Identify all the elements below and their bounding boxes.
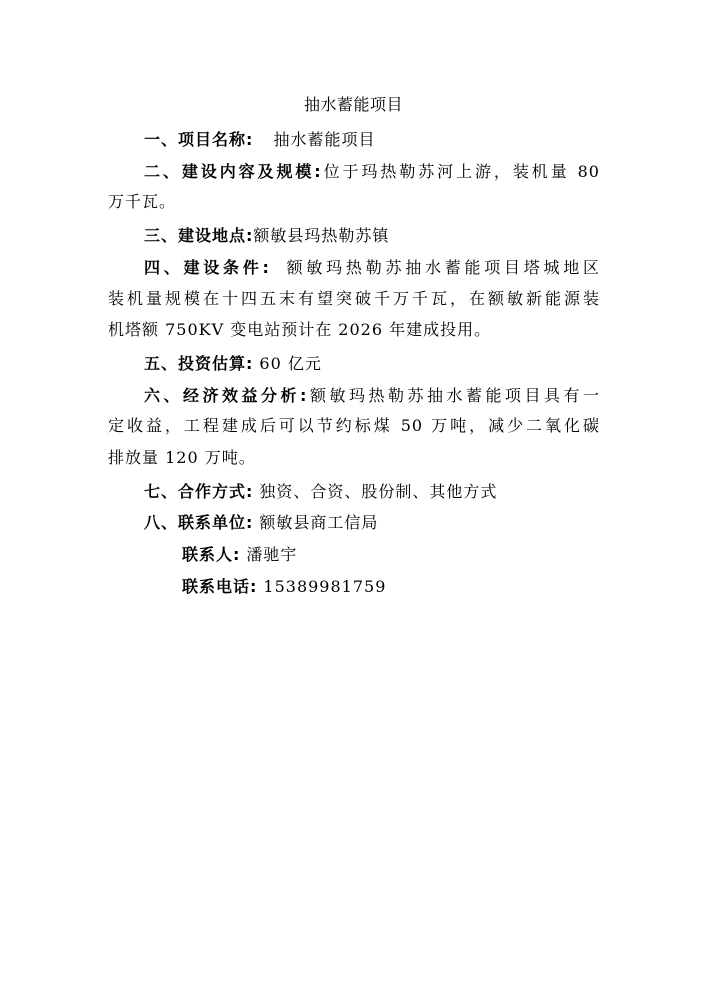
item-value: 额敏玛热勒苏抽水蓄能项目塔城地区: [283, 258, 600, 277]
item-benefit-line1: [144, 384, 600, 408]
item-value: 15389981759: [263, 577, 387, 596]
item-label: 二、建设内容及规模:: [144, 162, 322, 181]
item-value-cont: 定收益，工程建成后可以节约标煤 50 万吨，减少二氧化碳: [108, 416, 600, 435]
item-benefit-line2: [108, 414, 600, 438]
item-value: 60 亿元: [259, 354, 322, 373]
item-contact-unit: [144, 511, 378, 535]
item-value: 潘驰宇: [246, 545, 298, 564]
item-label: 六、经济效益分析:: [144, 386, 308, 405]
item-label: 一、项目名称:: [144, 130, 254, 149]
item-conditions-line1: [144, 256, 600, 280]
contact-person: [182, 543, 297, 567]
item-value: 抽水蓄能项目: [273, 130, 376, 149]
item-conditions-line3: [108, 318, 491, 342]
item-label: 联系人:: [182, 545, 241, 564]
item-value: 额敏县玛热勒苏镇: [253, 226, 390, 245]
item-value-cont: 万千瓦。: [108, 192, 177, 211]
item-label: 八、联系单位:: [144, 513, 254, 532]
item-label: 联系电话:: [182, 577, 258, 596]
item-construction-scope-line2: [108, 190, 176, 214]
page-title: 抽水蓄能项目: [303, 95, 403, 114]
item-value-cont: 装机量规模在十四五末有望突破千万千瓦，在额敏新能源装: [108, 289, 600, 308]
item-label: 七、合作方式:: [144, 482, 254, 501]
item-value-cont: 机塔额 750KV 变电站预计在 2026 年建成投用。: [108, 320, 492, 339]
contact-phone: [182, 575, 386, 599]
item-label: 四、建设条件:: [144, 258, 270, 277]
item-value: 独资、合资、股份制、其他方式: [259, 482, 498, 501]
item-benefit-line3: [108, 446, 256, 470]
item-project-name: [144, 128, 376, 152]
item-value: 额敏县商工信局: [259, 513, 379, 532]
item-value-cont: 排放量 120 万吨。: [108, 448, 256, 467]
item-construction-scope-line1: [144, 160, 600, 184]
item-label: 三、建设地点:: [144, 226, 254, 245]
item-location: [144, 224, 389, 248]
item-value: 额敏玛热勒苏抽水蓄能项目具有一: [307, 386, 600, 405]
item-value: 位于玛热勒苏河上游，装机量 80: [321, 162, 600, 181]
item-conditions-line2: [108, 287, 600, 311]
item-label: 五、投资估算:: [144, 354, 254, 373]
item-cooperation: [144, 480, 497, 504]
item-investment: [144, 352, 322, 376]
